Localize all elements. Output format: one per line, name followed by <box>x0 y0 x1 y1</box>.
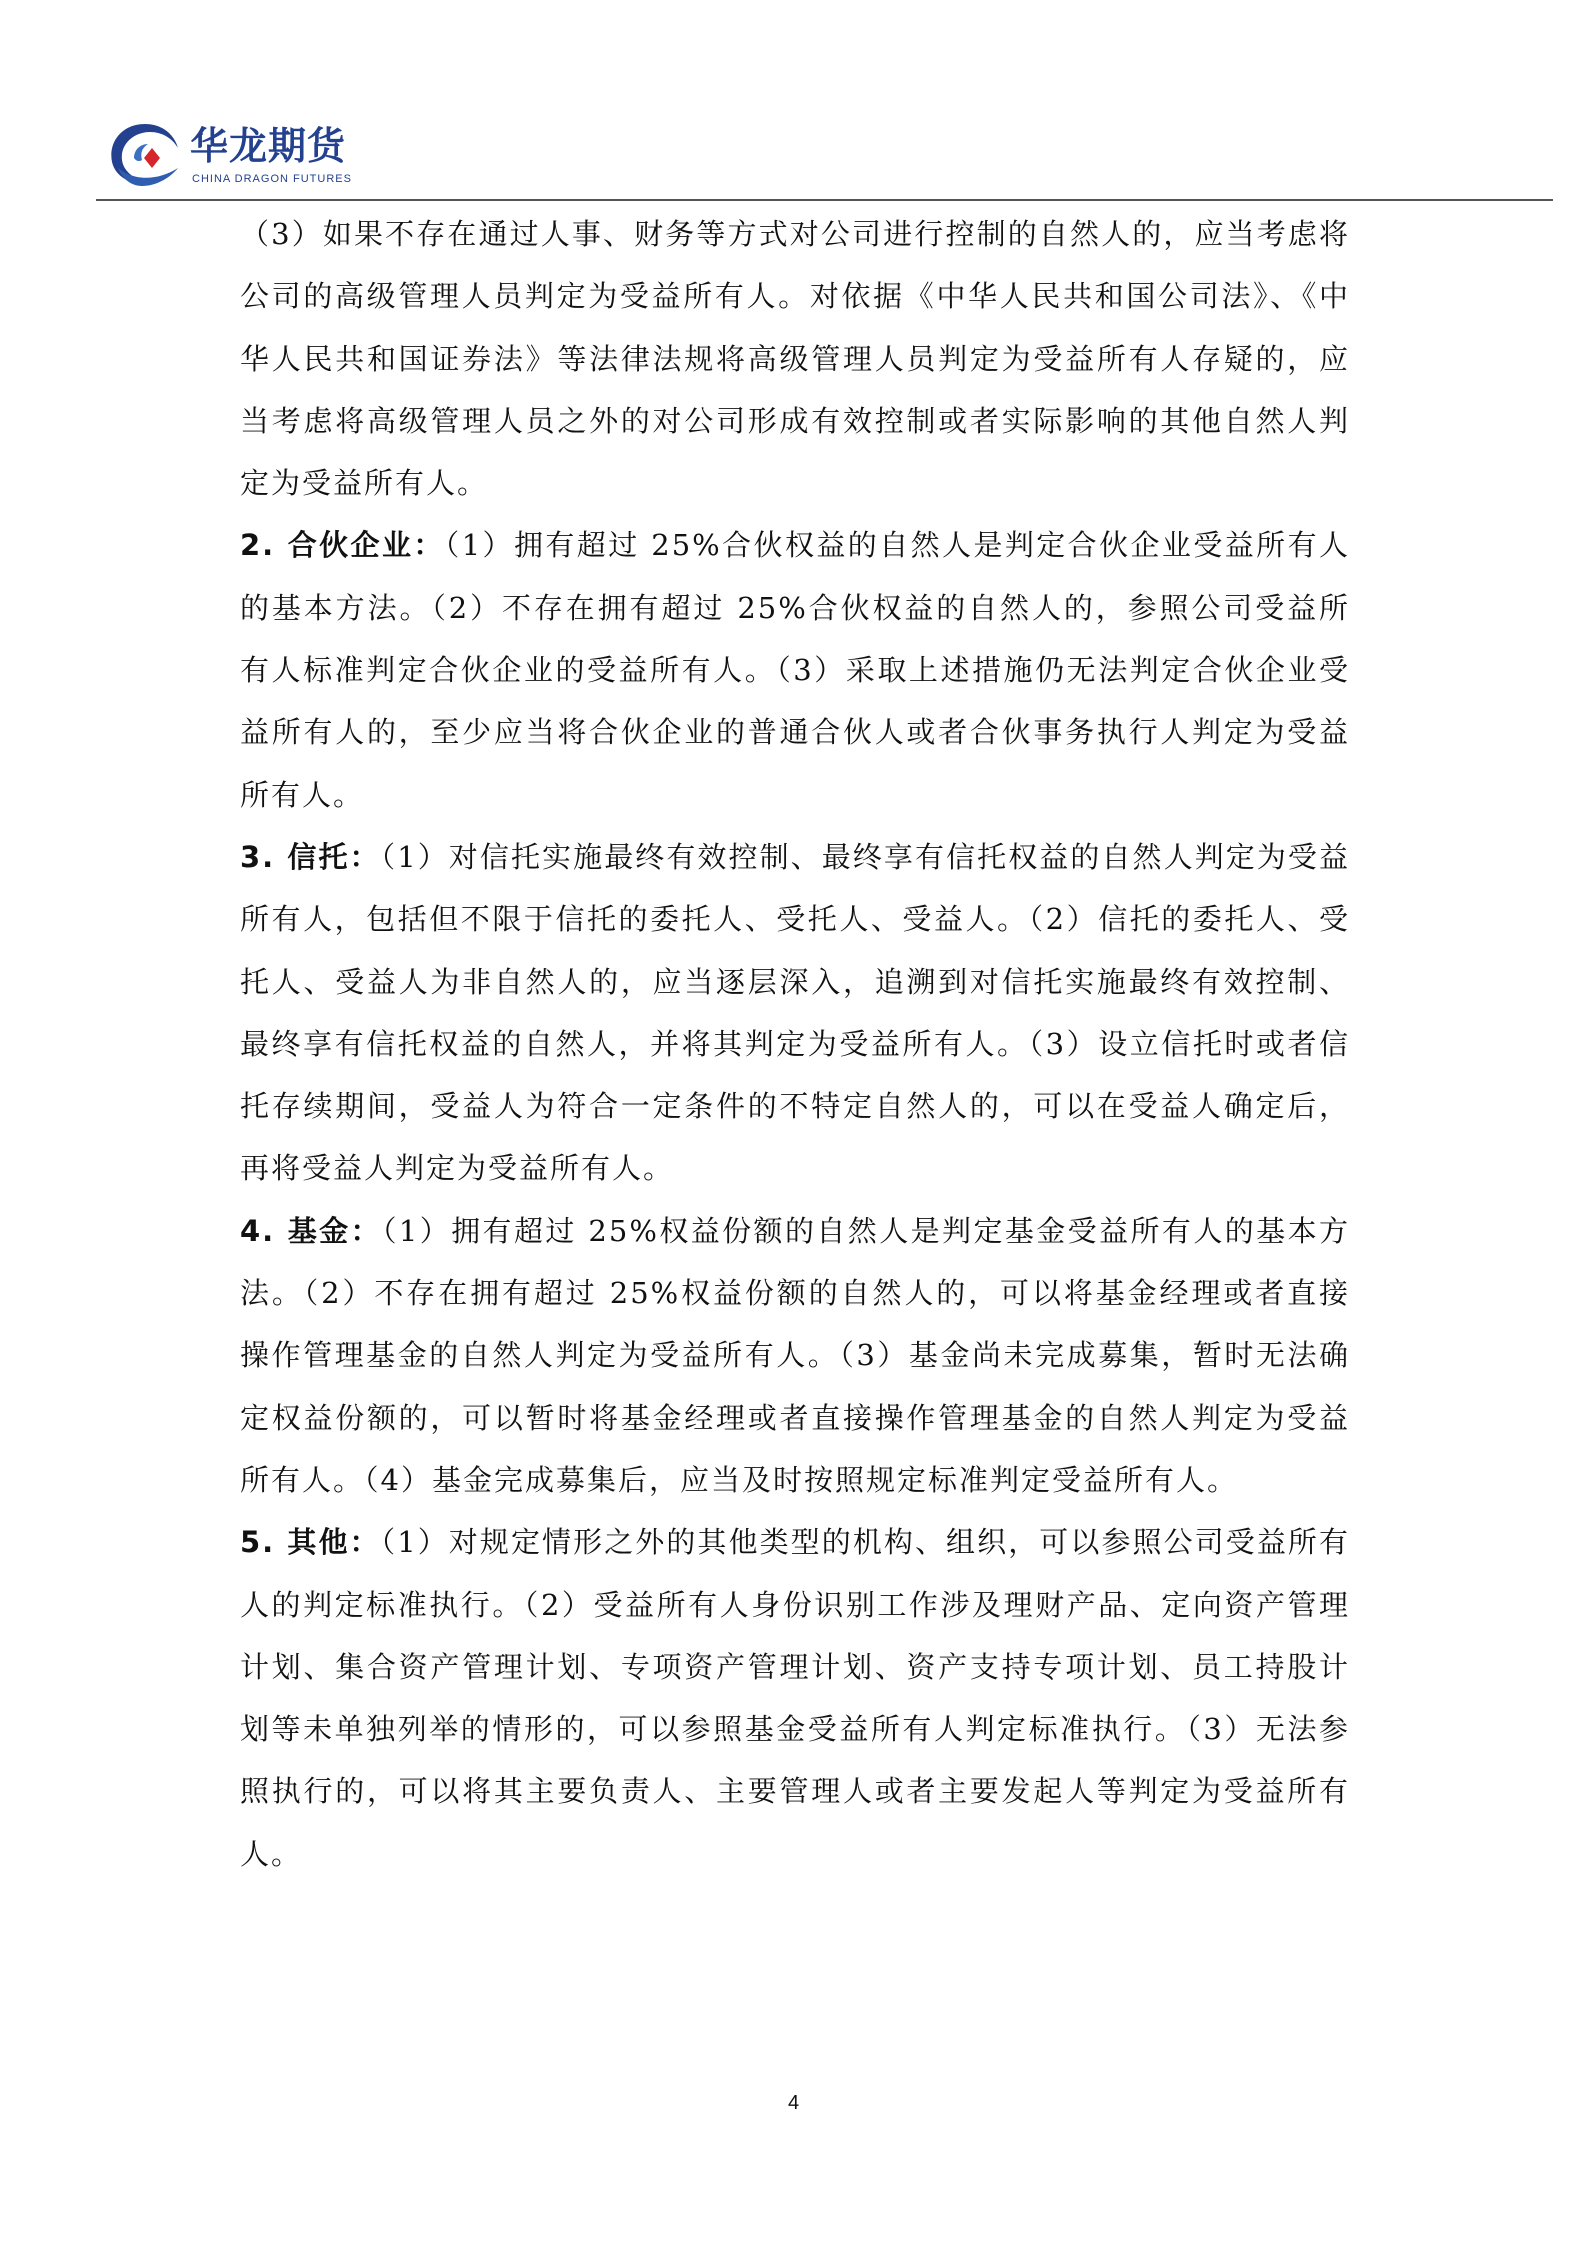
paragraph-text: （1）拥有超过 25%合伙权益的自然人是判定合伙企业受益所有人的基本方法。（2）不存在拥有超过 25%合伙权益的自然人的，参照公司受益所有人标准判定合伙企业的受益所有人。（3）采取上述措施仍无法判定合伙企业受益所有人的，至少应当将合伙企业的普通合伙人或者合伙事务执行人判定为受益所有人。 <box>240 528 1350 812</box>
page-number: 4 <box>787 2092 800 2114</box>
paragraph-other <box>240 1511 1350 1885</box>
paragraph-label: 2. 合伙企业： <box>240 528 445 563</box>
logo-chinese-name: 华龙期货 <box>190 124 347 168</box>
paragraph-label: 4. 基金： <box>240 1213 382 1248</box>
paragraph-fund <box>240 1200 1350 1511</box>
paragraph-label: 3. 信托： <box>240 839 381 874</box>
paragraph-text: （3）如果不存在通过人事、财务等方式对公司进行控制的自然人的，应当考虑将公司的高级管理人员判定为受益所有人。对依据《中华人民共和国公司法》、《中华人民共和国证券法》等法律法规将高级管理人员判定为受益所有人存疑的，应当考虑将高级管理人员之外的对公司形成有效控制或者实际影响的其他自然人判定为受益所有人。 <box>240 217 1350 501</box>
header-divider <box>96 199 1553 201</box>
paragraph-trust <box>240 826 1350 1200</box>
paragraph-text: （1）对规定情形之外的其他类型的机构、组织，可以参照公司受益所有人的判定标准执行。（2）受益所有人身份识别工作涉及理财产品、定向资产管理计划、集合资产管理计划、专项资产管理计划、资产支持专项计划、员工持股计划等未单独列举的情形的，可以参照基金受益所有人判定标准执行。（3）无法参照执行的，可以将其主要负责人、主要管理人或者主要发起人等判定为受益所有人。 <box>240 1525 1350 1871</box>
paragraph-company-3 <box>240 203 1350 514</box>
china-dragon-futures-logo-icon <box>104 118 186 190</box>
paragraph-label: 5. 其他： <box>240 1525 381 1560</box>
paragraph-text: （1）对信托实施最终有效控制、最终享有信托权益的自然人判定为受益所有人，包括但不限于信托的委托人、受托人、受益人。（2）信托的委托人、受托人、受益人为非自然人的，应当逐层深入，追溯到对信托实施最终有效控制、最终享有信托权益的自然人，并将其判定为受益所有人。（3）设立信托时或者信托存续期间，受益人为符合一定条件的不特定自然人的，可以在受益人确定后，再将受益人判定为受益所有人。 <box>240 839 1350 1186</box>
logo-english-name: CHINA DRAGON FUTURES <box>192 173 352 185</box>
page-header <box>0 0 1587 200</box>
paragraph-text: （1）拥有超过 25%权益份额的自然人是判定基金受益所有人的基本方法。（2）不存在拥有超过 25%权益份额的自然人的，可以将基金经理或者直接操作管理基金的自然人判定为受益所有人。（3）基金尚未完成募集，暂时无法确定权益份额的，可以暂时将基金经理或者直接操作管理基金的自然人判定为受益所有人。（4）基金完成募集后，应当及时按照规定标准判定受益所有人。 <box>240 1213 1350 1497</box>
paragraph-partnership <box>240 514 1350 825</box>
document-body <box>240 203 1350 1885</box>
